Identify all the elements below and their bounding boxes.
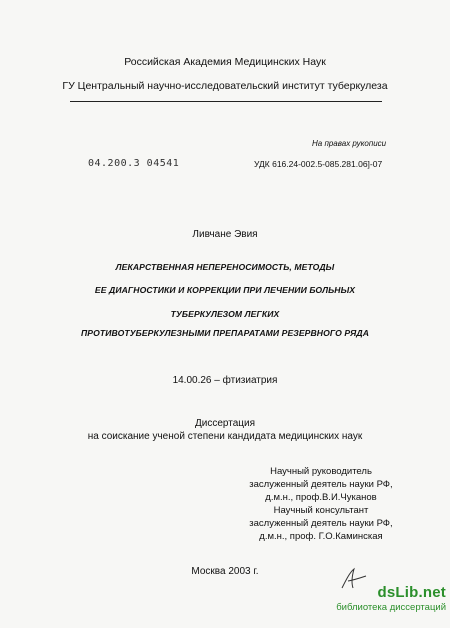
header-divider: [70, 101, 382, 102]
institute-name: ГУ Центральный научно-исследовательский институт туберкулеза: [62, 80, 388, 92]
watermark: [306, 584, 446, 613]
supervisor-line-3: д.м.н., проф.В.И.Чуканов: [265, 492, 377, 503]
title-line-1: ЛЕКАРСТВЕННАЯ НЕПЕРЕНОСИМОСТЬ, МЕТОДЫ: [115, 262, 335, 272]
watermark-subtitle: библиотека диссертаций: [336, 602, 446, 613]
udk-code: УДК 616.24-002.5-085.281.06]-07: [254, 159, 383, 169]
author-name: Ливчане Эвия: [192, 229, 258, 240]
watermark-logo: dsLib.net: [377, 584, 446, 601]
dissertation-type: Диссертация: [194, 418, 256, 429]
consultant-line-1: Научный консультант: [273, 505, 369, 516]
title-line-2: ЕЕ ДИАГНОСТИКИ И КОРРЕКЦИИ ПРИ ЛЕЧЕНИИ БОЛЬНЫХ: [94, 285, 356, 295]
specialty-code: 14.00.26 – фтизиатрия: [172, 375, 278, 386]
archive-stamp: 04.200.3 04541: [88, 158, 180, 169]
consultant-line-2: заслуженный деятель науки РФ,: [249, 518, 393, 529]
supervisor-line-2: заслуженный деятель науки РФ,: [249, 479, 393, 490]
consultant-line-3: д.м.н., проф. Г.О.Каминская: [259, 531, 383, 542]
place-year: Москва 2003 г.: [191, 566, 259, 577]
supervisor-line-1: Научный руководитель: [270, 466, 372, 477]
rights-note: На правах рукописи: [312, 139, 387, 148]
academy-name: Российская Академия Медицинских Наук: [124, 56, 326, 68]
dissertation-purpose: на соискание ученой степени кандидата медицинских наук: [87, 431, 363, 442]
title-line-3: ТУБЕРКУЛЕЗОМ ЛЕГКИХ: [170, 309, 280, 319]
title-line-4: ПРОТИВОТУБЕРКУЛЕЗНЫМИ ПРЕПАРАТАМИ РЕЗЕРВНОГО РЯДА: [80, 328, 370, 338]
